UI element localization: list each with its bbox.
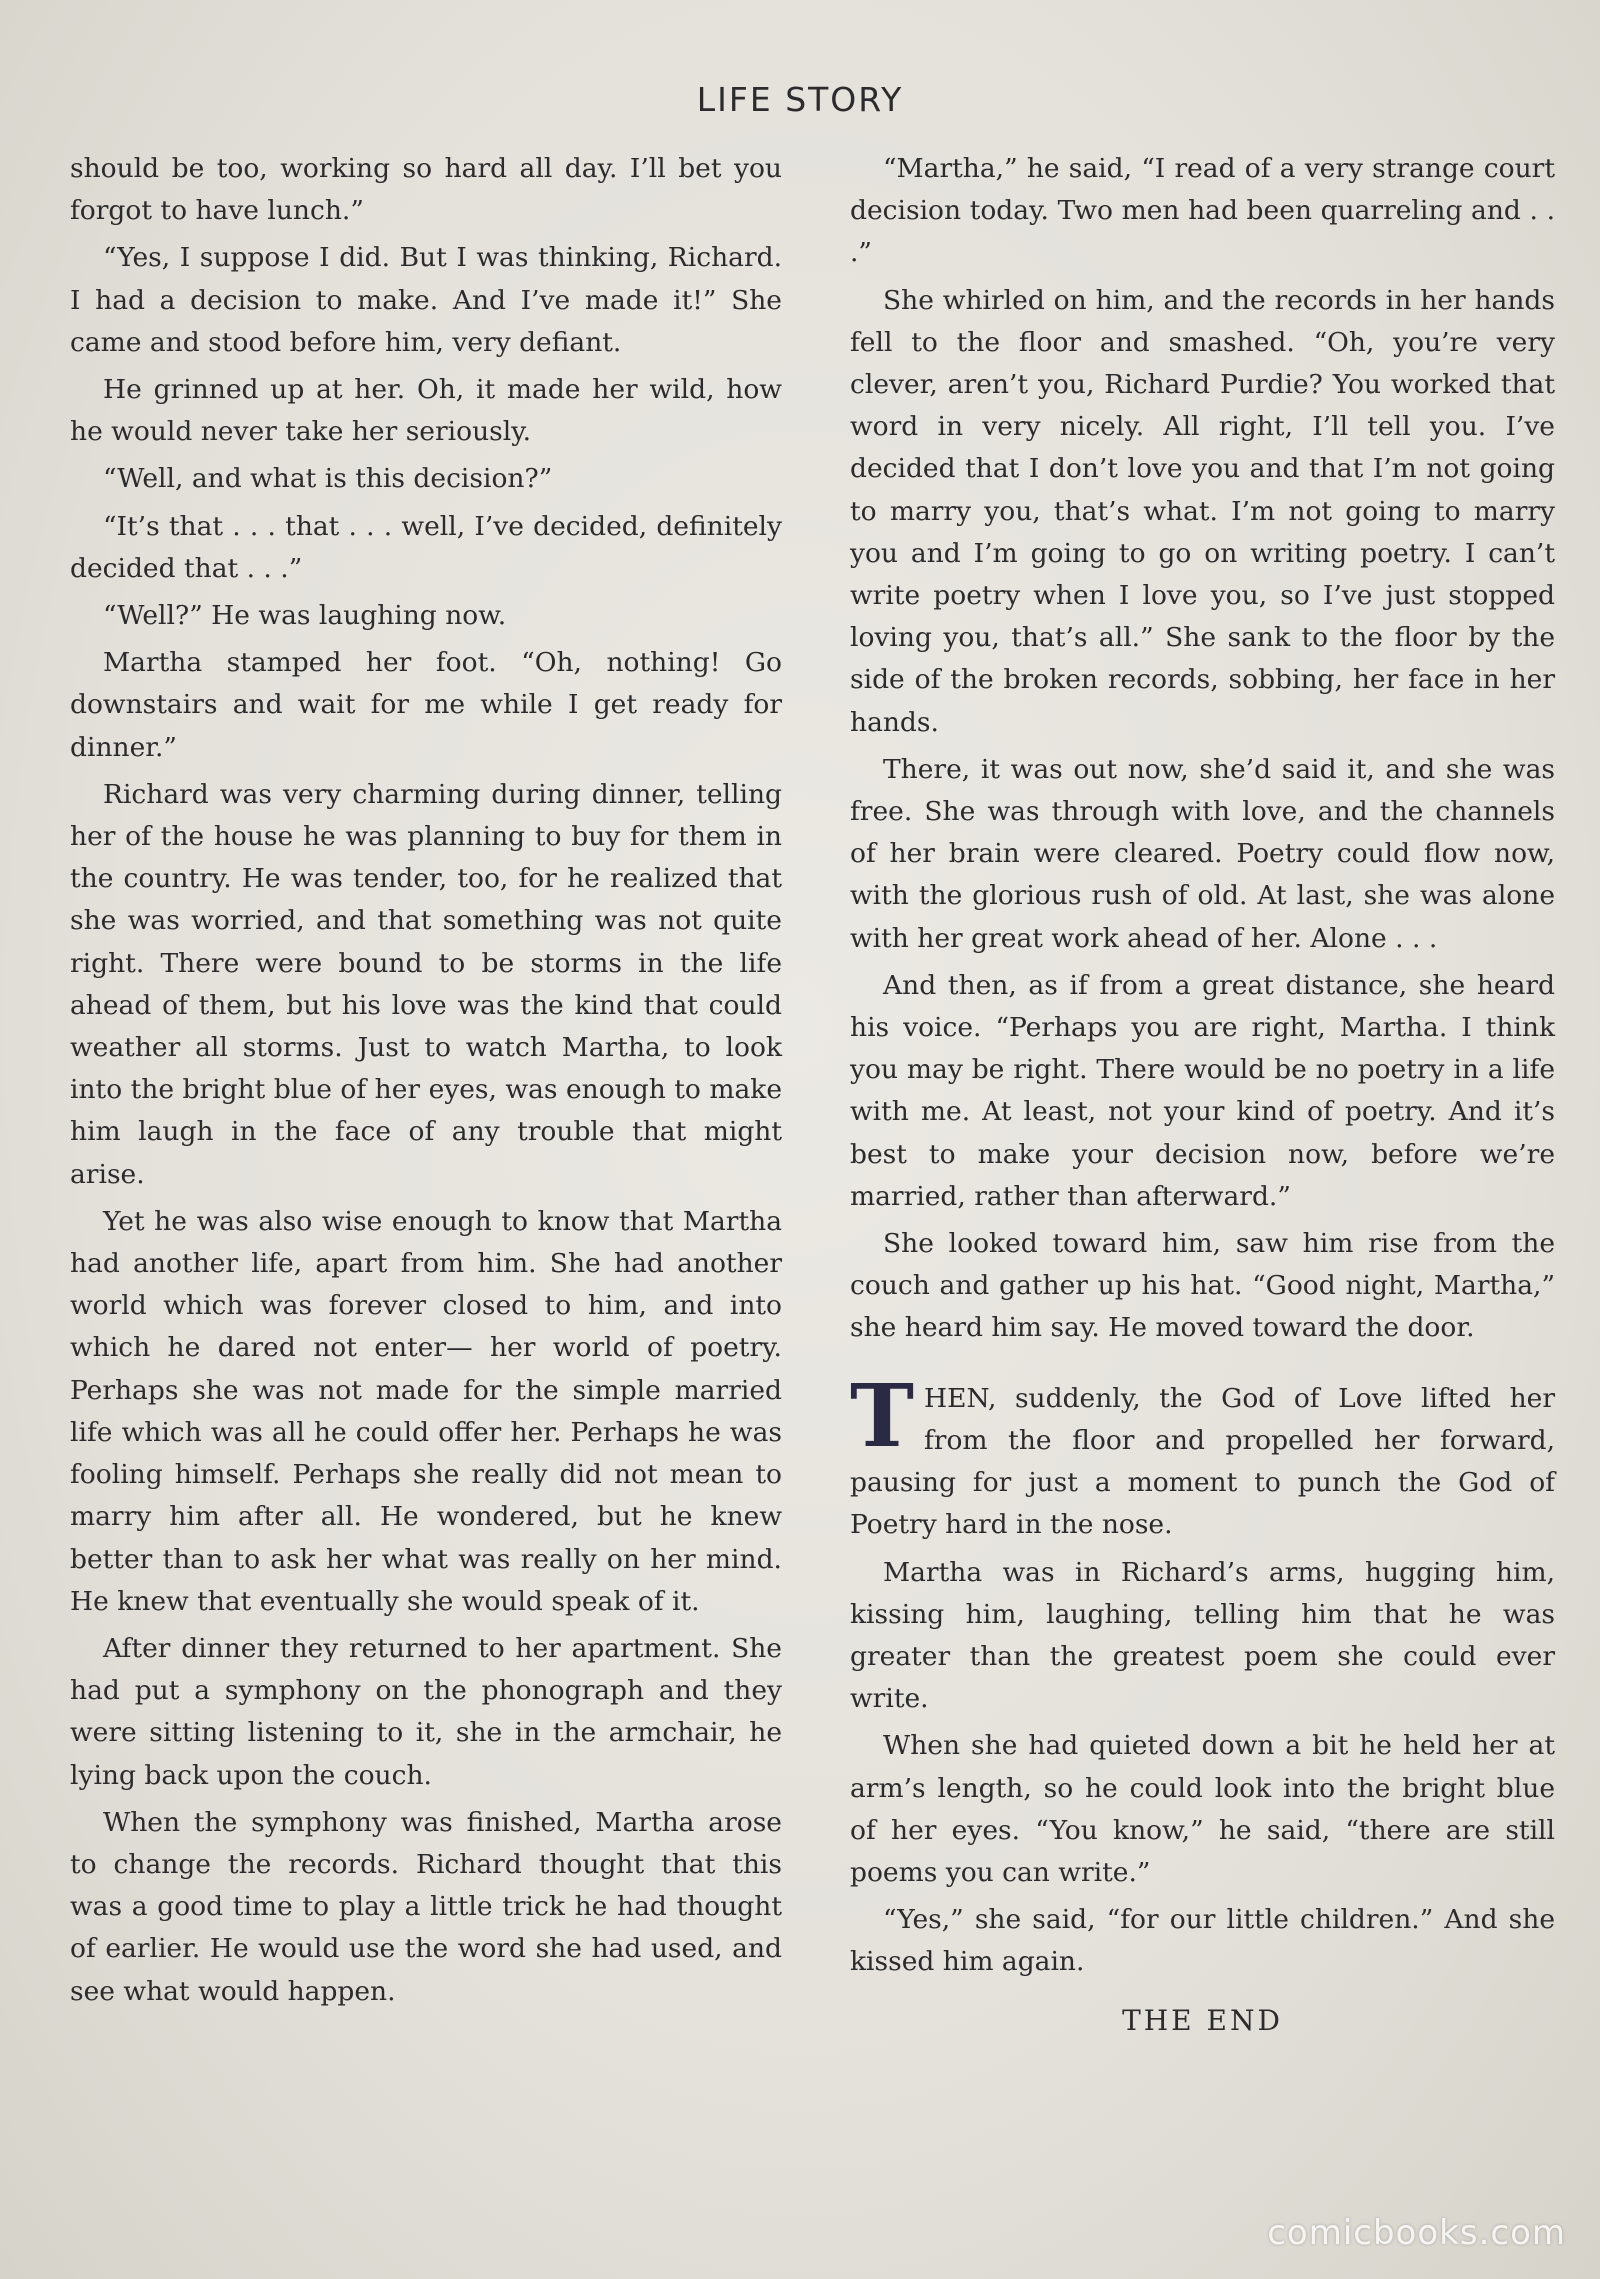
paragraph: When the symphony was finished, Martha arose to change the records. Richard thought that this was a good time to play a little trick he had thought of earlier. He would use the word she had used, and see what would happen. — [70, 1806, 782, 2007]
paragraph: “Yes,” she said, “for our little children.” And she kissed him again. — [850, 1904, 1555, 1978]
paragraph: “Well?” He was laughing now. — [103, 600, 507, 632]
paragraph: “Yes, I suppose I did. But I was thinking, Richard. I had a decision to make. And I’ve made it!” She came and stood before him, very defiant. — [70, 242, 782, 358]
page-header-title: LIFE STORY — [696, 80, 904, 119]
dropcap-letter: T — [850, 1365, 914, 1467]
paragraph: After dinner they returned to her apartment. She had put a symphony on the phonograph and they were sitting listening to it, she in the armchair, he lying back upon the couch. — [70, 1632, 782, 1791]
dropcap-paragraph — [850, 1365, 1555, 1547]
paragraph: Martha stamped her foot. “Oh, nothing! Go downstairs and wait for me while I get ready for dinner.” — [70, 647, 782, 763]
paragraph: She whirled on him, and the records in her hands fell to the floor and smashed. “Oh, you’re very clever, aren’t you, Richard Purdie? You worked that word in very nicely. All right, I’ll tell you. I’ve decided that I don’t love you and that I’m not going to marry you, that’s what. I’m not going to marry you and I’m going to go on writing poetry. I can’t write poetry when I love you, so I’ve just stopped loving you, that’s all.” She sank to the floor by the side of the broken records, sobbing, her face in her hands. — [850, 284, 1555, 738]
paragraph: And then, as if from a great distance, she heard his voice. “Perhaps you are right, Martha. I think you may be right. There would be no poetry in a life with me. At least, not your kind of poetry. And it’s best to make your decision now, before we’re married, rather than afterward.” — [850, 969, 1555, 1212]
right-text-column — [850, 148, 1555, 2047]
paragraph: Martha was in Richard’s arms, hugging him, kissing him, laughing, telling him that he was greater than the greatest poem she could ever write. — [850, 1556, 1555, 1715]
paragraph: “Well, and what is this decision?” — [103, 463, 553, 495]
left-text-column — [70, 148, 782, 2018]
paragraph: When she had quieted down a bit he held her at arm’s length, so he could look into the bright blue of her eyes. “You know,” he said, “there are still poems you can write.” — [850, 1730, 1555, 1888]
paragraph: He grinned up at her. Oh, it made her wild, how he would never take her seriously. — [70, 374, 782, 448]
paragraph: Yet he was also wise enough to know that Martha had another life, apart from him. She had another world which was forever closed to him, and into which he dared not enter— her world of poetry. Perhaps she was not made for the simple married life which was all he could offer her. Perhaps he was fooling himself. Perhaps she really did not mean to marry him after all. He wondered, but he knew better than to ask her what was really on her mind. He knew that eventually she would speak of it. — [70, 1205, 782, 1617]
paragraph: “Martha,” he said, “I read of a very strange court decision today. Two men had been quarreling and . . .” — [850, 153, 1555, 269]
paragraph: Richard was very charming during dinner, telling her of the house he was planning to buy for them in the country. He was tender, too, for he realized that she was worried, and that something was not quite right. There were bound to be storms in the life ahead of them, but his love was the kind that could weather all storms. Just to watch Martha, to look into the bright blue of her eyes, was enough to make him laugh in the face of any trouble that might arise. — [70, 778, 782, 1190]
paragraph: should be too, working so hard all day. I’ll bet you forgot to have lunch.” — [70, 153, 782, 227]
paragraph: “It’s that . . . that . . . well, I’ve decided, definitely decided that . . .” — [70, 510, 782, 584]
paragraph: She looked toward him, saw him rise from the couch and gather up his hat. “Good night, Martha,” she heard him say. He moved toward the door. — [850, 1228, 1555, 1344]
paragraph: There, it was out now, she’d said it, and she was free. She was through with love, and the channels of her brain were cleared. Poetry could flow now, with the glorious rush of old. At last, she was alone with her great work ahead of her. Alone . . . — [850, 753, 1555, 954]
dropcap-paragraph-text: HEN, suddenly, the God of Love lifted her from the floor and propelled her forward, pausing for just a moment to punch the God of Poetry hard in the nose. — [850, 1382, 1555, 1541]
watermark: comicbooks.com — [1267, 2213, 1566, 2253]
the-end-label: THE END — [1122, 2003, 1283, 2037]
